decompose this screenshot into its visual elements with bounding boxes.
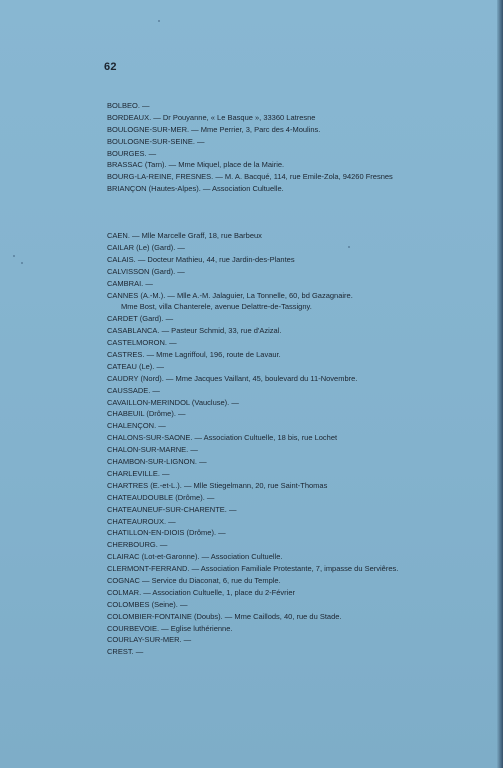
directory-entry: COURBEVOIE. — Eglise luthérienne. (107, 623, 233, 633)
directory-entry: CHALON-SUR-MARNE. — (107, 445, 198, 455)
directory-entry: COGNAC — Service du Diaconat, 6, rue du Temple. (107, 575, 281, 585)
directory-entry: CASTRES. — Mme Lagriffoul, 196, route de Lavaur. (107, 350, 281, 360)
page-number: 62 (104, 61, 117, 73)
directory-entry: BOLBEO. — (107, 101, 150, 110)
directory-entry: CHATEAUNEUF-SUR-CHARENTE. — (107, 504, 237, 514)
directory-entry: CASTELMORON. — (107, 338, 177, 348)
directory-entry: CALAIS. — Docteur Mathieu, 44, rue Jardin-des-Plantes (107, 254, 295, 264)
section-c-list (107, 230, 499, 658)
directory-entry: CALVISSON (Gard). — (107, 266, 185, 276)
directory-entry: BOURGES. — (107, 148, 157, 158)
directory-entry: CHAMBON-SUR-LIGNON. — (107, 457, 207, 467)
directory-entry: CHABEUIL (Drôme). — (107, 409, 186, 419)
section-b-list (107, 100, 499, 195)
directory-entry: CAILAR (Le) (Gard). — (107, 243, 185, 253)
directory-entry: CAMBRAI. — (107, 278, 153, 288)
directory-list (107, 100, 499, 658)
directory-entry: COLOMBIER-FONTAINE (Doubs). — Mme Caillods, 40, rue du Stade. (107, 611, 342, 621)
directory-entry: CHERBOURG. — (107, 540, 168, 550)
directory-entry: BOULOGNE-SUR-SEINE. — (107, 136, 205, 146)
directory-entry: COLOMBES (Seine). — (107, 599, 188, 609)
directory-entry: CAUDRY (Nord). — Mme Jacques Vaillant, 45, boulevard du 11-Novembre. (107, 373, 358, 383)
directory-entry: CHATEAUDOUBLE (Drôme). — (107, 492, 215, 502)
directory-entry: CREST. — (107, 647, 144, 657)
section-gap (107, 195, 499, 230)
directory-entry: BOURG-LA-REINE, FRESNES. — M. A. Bacqué, 114, rue Emile-Zola, 94260 Fresnes (107, 172, 393, 182)
directory-entry: CAUSSADE. — (107, 385, 160, 395)
directory-entry: CHATILLON-EN-DIOIS (Drôme). — (107, 528, 226, 538)
directory-entry: CLERMONT-FERRAND. — Association Familiale Protestante, 7, impasse du Serviêres. (107, 564, 399, 574)
directory-entry: CARDET (Gard). — (107, 314, 174, 324)
directory-entry: BRASSAC (Tarn). — Mme Miquel, place de la Mairie. (107, 160, 285, 170)
directory-entry: CAVAILLON-MERINDOL (Vaucluse). — (107, 397, 239, 407)
directory-entry: CAEN. — Mlle Marcelle Graff, 18, rue Barbeux (107, 231, 262, 241)
directory-entry: CHARTRES (E.-et-L.). — Mlle Stiegelmann, 20, rue Saint-Thomas (107, 480, 328, 490)
directory-entry: CASABLANCA. — Pasteur Schmid, 33, rue d'Azizal. (107, 326, 282, 336)
directory-entry: CHATEAUROUX. — (107, 516, 176, 526)
directory-entry: COLMAR. — Association Cultuelle, 1, place du 2-Février (107, 587, 295, 597)
directory-entry: CHALONS-SUR-SAONE. — Association Cultuelle, 18 bis, rue Lochet (107, 433, 338, 443)
directory-entry: BORDEAUX. — Dr Pouyanne, « Le Basque », 33360 Latresne (107, 112, 316, 122)
paper-speck (21, 262, 23, 264)
directory-entry: CANNES (A.-M.). — Mlle A.-M. Jalaguier, La Tonnelle, 60, bd Gazagnaire. (107, 290, 353, 300)
directory-entry: COURLAY-SUR-MER. — (107, 635, 192, 645)
directory-entry: CHARLEVILLE. — (107, 468, 170, 478)
directory-entry: CLAIRAC (Lot-et-Garonne). — Association Cultuelle. (107, 552, 283, 562)
directory-entry: BRIANÇON (Hautes-Alpes). — Association Cultuelle. (107, 184, 284, 194)
paper-speck (158, 20, 160, 22)
paper-speck (13, 255, 15, 257)
directory-entry: CATEAU (Le). — (107, 361, 164, 371)
directory-entry-continuation: Mme Bost, villa Chanterele, avenue Delattre-de-Tassigny. (121, 302, 312, 312)
directory-entry: BOULOGNE-SUR-MER. — Mme Perrier, 3, Parc des 4-Moulins. (107, 124, 321, 134)
directory-entry: CHALENÇON. — (107, 421, 166, 431)
